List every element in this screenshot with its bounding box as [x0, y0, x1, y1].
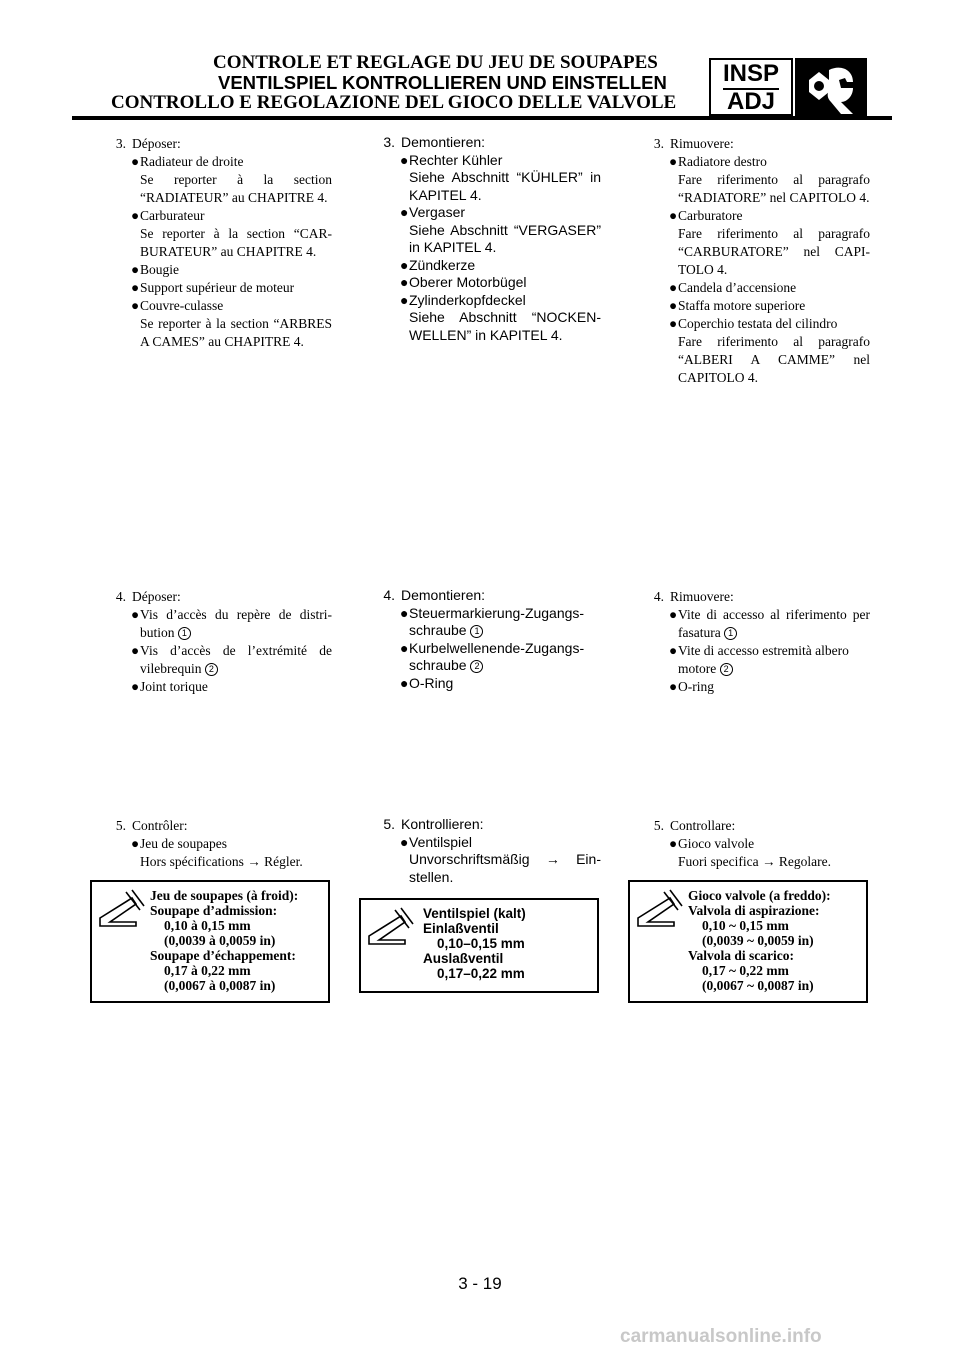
callout-2-icon: 2: [720, 663, 733, 676]
it-step-4-num: 4.: [653, 589, 664, 604]
page-number: 3 - 19: [458, 1274, 502, 1293]
callout-1-icon: 1: [178, 627, 191, 640]
watermark: carmanualsonline.info: [620, 1326, 822, 1347]
fr-spec-l2: Soupape d’admission:: [150, 903, 278, 918]
feeler-gauge-icon: [96, 888, 146, 932]
bullet-icon: ●: [400, 833, 409, 850]
list-item: ● Vis d’accès du repère de distribution 1: [131, 607, 332, 640]
it-spec-l6: 0,17 ~ 0,22 mm: [702, 963, 789, 978]
feeler-gauge-icon: [365, 906, 415, 950]
wrench-nut-icon: [795, 58, 867, 116]
insp-adj-badge: [709, 58, 793, 116]
de-step-5-num: 5.: [383, 816, 395, 832]
de-step-5-title: Kontrollieren:: [401, 816, 484, 832]
fr-spec-l3: 0,10 à 0,15 mm: [164, 918, 251, 933]
callout-1-icon: 1: [724, 627, 737, 640]
feeler-gauge-icon: [634, 888, 684, 932]
bullet-icon: ●: [400, 639, 409, 656]
callout-2-icon: 2: [470, 660, 483, 673]
list-item: ● Joint torique: [131, 679, 208, 694]
list-item: ● Candela d’accensione: [669, 280, 797, 295]
bullet-icon: ●: [669, 208, 678, 223]
bullet-icon: ●: [131, 262, 140, 277]
list-item: ● Rechter Kühler: [400, 151, 503, 168]
de-spec-l4: Auslaßventil: [423, 951, 504, 966]
item-note: Hors spécifications → Régler.: [140, 854, 303, 869]
list-item: ● Oberer Motorbügel: [400, 274, 527, 290]
bullet-icon: ●: [131, 643, 140, 658]
callout-2-icon: 2: [205, 663, 218, 676]
item-note: Fuori specifica → Regolare.: [678, 854, 831, 869]
item-note: Fare riferimento al paragrafo “CARBURATORE” nel CAPITOLO 4.: [678, 226, 870, 277]
fr-spec-box: [90, 880, 330, 1003]
header-title-de: VENTILSPIEL KONTROLLIEREN UND EINSTELLEN: [218, 72, 667, 93]
list-item: ● Steuermarkierung-Zugangsschraube 1: [400, 604, 585, 638]
bullet-icon: ●: [400, 204, 409, 220]
header-rule: [72, 116, 892, 120]
bullet-icon: ●: [400, 674, 409, 691]
fr-spec-l1: Jeu de soupapes (à froid):: [150, 888, 299, 903]
de-spec-l2: Einlaßventil: [423, 921, 499, 936]
list-item: ● Vite di accesso estremità albero motore 2: [669, 643, 849, 676]
de-step-3-title: Demontieren:: [401, 134, 486, 150]
list-item: ● Vis d’accès de l’extrémité de vilebrequin 2: [131, 643, 332, 676]
de-spec-l3: 0,10–0,15 mm: [437, 936, 525, 951]
it-step-3: [630, 135, 870, 387]
bullet-icon: ●: [131, 208, 140, 223]
list-item: ● Ventilspiel: [400, 833, 473, 850]
it-step-4-title: Rimuovere:: [670, 589, 734, 604]
item-note: Se reporter à la section “RADIATEUR” au CHAPITRE 4.: [140, 172, 332, 205]
bullet-icon: ●: [669, 280, 678, 295]
list-item: ● Couvre-culasse: [131, 298, 224, 313]
list-item: ● Vite di accesso al riferimento per fasatura 1: [669, 607, 870, 640]
de-step-5: [361, 816, 601, 886]
fr-step-5-num: 5.: [115, 818, 126, 833]
item-note: Fare riferimento al paragrafo “ALBERI A CAMME” nel CAPITOLO 4.: [678, 334, 870, 385]
list-item: ● Radiatore destro: [669, 154, 767, 169]
header-title-fr: CONTROLE ET REGLAGE DU JEU DE SOUPAPES: [213, 52, 658, 73]
fr-step-3: [92, 135, 332, 351]
it-step-3-title: Rimuovere:: [670, 136, 734, 151]
item-note: Se reporter à la section “ARBRES A CAMES” au CHAPITRE 4.: [140, 316, 332, 349]
bullet-icon: ●: [669, 643, 678, 658]
de-step-4-title: Demontieren:: [401, 587, 486, 603]
item-note: Siehe Abschnitt “VERGASER” in KAPITEL 4.: [409, 221, 601, 255]
it-step-5: [630, 817, 870, 871]
fr-step-4: [92, 588, 332, 696]
bullet-icon: ●: [669, 607, 678, 622]
header-title-it: CONTROLLO E REGOLAZIONE DEL GIOCO DELLE VALVOLE: [111, 92, 677, 113]
it-spec-l3: 0,10 ~ 0,15 mm: [702, 918, 789, 933]
list-item: ● Vergaser: [400, 204, 466, 220]
it-step-3-num: 3.: [653, 136, 664, 151]
item-note: Fare riferimento al paragrafo “RADIATORE” nel CAPITOLO 4.: [678, 172, 870, 205]
list-item: ● Kurbelwellenende-Zugangsschraube 2: [400, 639, 585, 673]
fr-spec-l4: (0,0039 à 0,0059 in): [164, 933, 276, 948]
de-spec-l1: Ventilspiel (kalt): [423, 906, 526, 921]
it-spec-l5: Valvola di scarico:: [688, 948, 794, 963]
list-item: ● O-Ring: [400, 674, 454, 691]
list-item: ● Zylinderkopfdeckel: [400, 291, 526, 308]
it-step-5-title: Controllare:: [670, 818, 736, 833]
it-step-5-num: 5.: [653, 818, 664, 833]
it-spec-l1: Gioco valvole (a freddo):: [688, 888, 831, 903]
callout-1-icon: 1: [470, 625, 483, 638]
bullet-icon: ●: [131, 280, 140, 295]
bullet-icon: ●: [669, 836, 678, 851]
de-step-3-num: 3.: [383, 134, 395, 150]
fr-step-3-num: 3.: [115, 136, 126, 151]
list-item: ● Coperchio testata del cilindro: [669, 316, 838, 331]
bullet-icon: ●: [131, 679, 140, 694]
bullet-icon: ●: [131, 298, 140, 313]
de-step-3: [361, 134, 601, 344]
it-spec-l2: Valvola di aspirazione:: [688, 903, 820, 918]
bullet-icon: ●: [400, 604, 409, 621]
list-item: ● Staffa motore superiore: [669, 298, 806, 313]
bullet-icon: ●: [400, 291, 409, 308]
list-item: ● Support supérieur de moteur: [131, 280, 295, 295]
list-item: ● Zündkerze: [400, 256, 476, 273]
item-note: Siehe Abschnitt “KÜHLER” in KAPITEL 4.: [409, 169, 601, 203]
it-spec-box: [628, 880, 868, 1003]
list-item: ● Carburatore: [669, 208, 743, 223]
item-note: Unvorschriftsmäßig → Einstellen.: [409, 851, 601, 885]
item-note: Se reporter à la section “CARBURATEUR” au CHAPITRE 4.: [140, 226, 332, 259]
bullet-icon: ●: [669, 154, 678, 169]
bullet-icon: ●: [669, 679, 678, 694]
fr-step-5: [92, 817, 332, 871]
de-step-4-num: 4.: [383, 587, 395, 603]
bullet-icon: ●: [131, 154, 140, 169]
bullet-icon: ●: [131, 836, 140, 851]
fr-step-4-num: 4.: [115, 589, 126, 604]
bullet-icon: ●: [400, 151, 409, 168]
it-spec-l4: (0,0039 ~ 0,0059 in): [702, 933, 814, 948]
bullet-icon: ●: [400, 274, 409, 290]
badge-adj: ADJ: [726, 88, 775, 115]
it-step-4: [630, 588, 870, 696]
fr-spec-l5: Soupape d’échappement:: [150, 948, 296, 963]
de-spec-l5: 0,17–0,22 mm: [437, 966, 525, 981]
list-item: ● Carburateur: [131, 208, 205, 223]
fr-spec-l6: 0,17 à 0,22 mm: [164, 963, 251, 978]
fr-step-5-title: Contrôler:: [132, 818, 188, 833]
bullet-icon: ●: [400, 256, 409, 273]
fr-step-4-title: Déposer:: [132, 589, 181, 604]
fr-step-3-title: Déposer:: [132, 136, 181, 151]
de-step-4: [361, 587, 601, 692]
bullet-icon: ●: [131, 607, 140, 622]
list-item: ● Jeu de soupapes: [131, 836, 227, 851]
de-spec-box: [359, 898, 599, 993]
item-note: Siehe Abschnitt “NOCKENWELLEN” in KAPITEL 4.: [409, 309, 601, 343]
list-item: ● Radiateur de droite: [131, 154, 244, 169]
it-spec-l7: (0,0067 ~ 0,0087 in): [702, 978, 814, 993]
list-item: ● Bougie: [131, 262, 179, 277]
fr-spec-l7: (0,0067 à 0,0087 in): [164, 978, 276, 993]
list-item: ● Gioco valvole: [669, 836, 755, 851]
list-item: ● O-ring: [669, 679, 714, 694]
bullet-icon: ●: [669, 298, 678, 313]
bullet-icon: ●: [669, 316, 678, 331]
badge-insp: INSP: [722, 60, 779, 87]
